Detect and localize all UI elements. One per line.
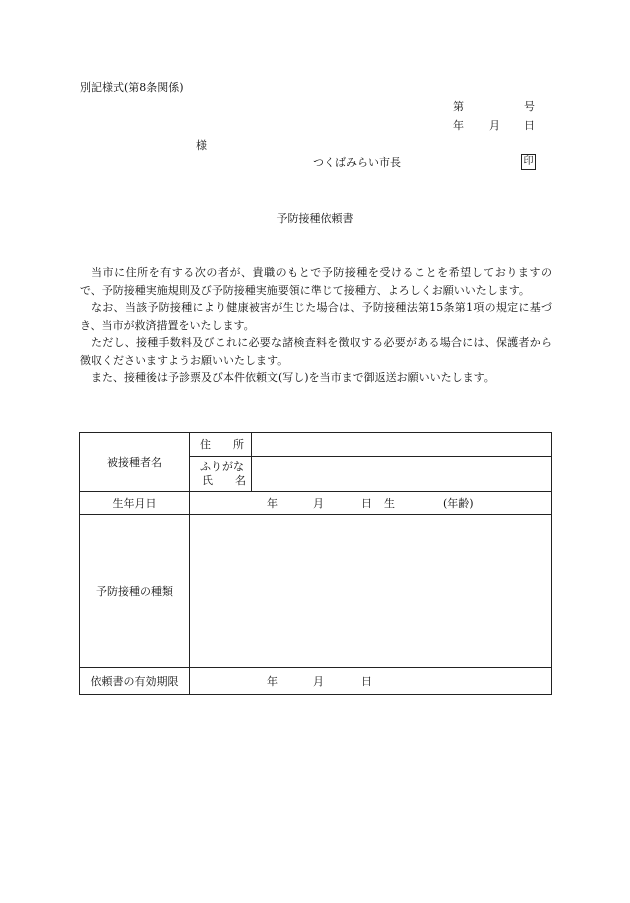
address-label-2: 所	[233, 437, 244, 451]
issue-date-month: 月	[489, 119, 500, 132]
name-label	[190, 457, 252, 492]
paragraph-fees: ただし、接種手数料及びこれに必要な諸検査料を徴収する必要がある場合には、保護者から徴収くださいますようお願いいたします。	[80, 336, 552, 367]
dob-month: 月	[313, 497, 324, 510]
name-field[interactable]	[252, 457, 552, 492]
document-title: 予防接種依頼書	[276, 212, 354, 225]
vaccination-form-table	[79, 432, 552, 695]
paragraph-return: また、接種後は予診票及び本件依頼文(写し)を当市まで御返送お願いいたします。	[91, 371, 495, 384]
address-label	[190, 433, 252, 457]
form-reference: 別記様式(第8条関係)	[80, 81, 184, 94]
validity-label: 依頼書の有効期限	[80, 668, 190, 695]
dob-year: 年	[267, 497, 278, 510]
dob-day: 日	[361, 497, 372, 510]
dob-label: 生年月日	[80, 492, 190, 515]
issue-date-day: 日	[524, 119, 535, 132]
vaccine-type-label: 予防接種の種類	[80, 515, 190, 668]
validity-day: 日	[361, 675, 372, 688]
address-field[interactable]	[252, 433, 552, 457]
name-label-1: 氏	[202, 474, 213, 487]
paragraph-relief: なお、当該予防接種により健康被害が生じた場合は、予防接種法第15条第1項の規定に基づき、当市が救済措置をいたします。	[80, 301, 552, 332]
sender-name: つくばみらい市長	[313, 156, 401, 169]
body-text	[80, 264, 552, 387]
dob-field[interactable]	[190, 492, 552, 515]
dob-birth: 生	[384, 497, 395, 510]
paragraph-request: 当市に住所を有する次の者が、貴職のもとで予防接種を受けることを希望しておりますので、予防接種実施規則及び予防接種実施要領に準じて接種方、よろしくお願いいたします。	[80, 266, 552, 297]
document-number-suffix: 号	[524, 100, 535, 113]
person-label: 被接種者名	[80, 433, 190, 492]
address-label-1: 住	[200, 437, 211, 451]
validity-field[interactable]	[190, 668, 552, 695]
document-number-label: 第	[453, 100, 464, 113]
validity-month: 月	[313, 675, 324, 688]
addressee-suffix: 様	[196, 139, 207, 152]
vaccine-type-field[interactable]	[190, 515, 552, 668]
validity-year: 年	[267, 675, 278, 688]
dob-age: (年齢)	[443, 497, 474, 510]
furigana-label: ふりがな	[200, 460, 244, 473]
seal-stamp-box: 印	[521, 154, 536, 170]
issue-date-year: 年	[453, 119, 464, 132]
name-label-2: 名	[235, 474, 246, 487]
